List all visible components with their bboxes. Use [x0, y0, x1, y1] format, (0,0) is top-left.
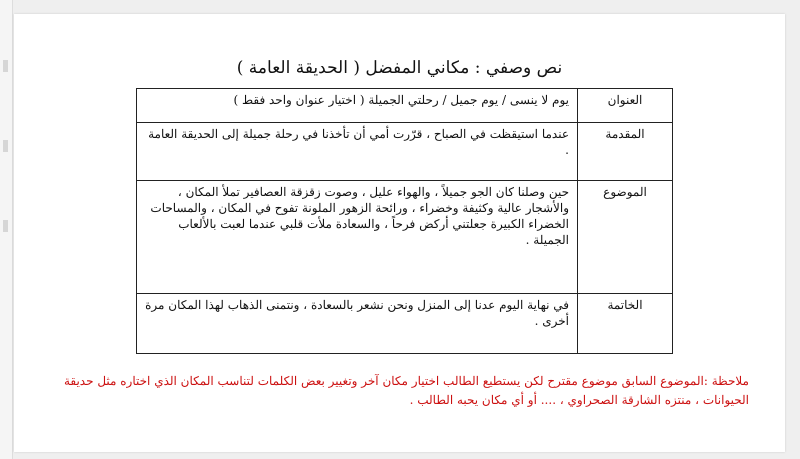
row-label-body: الموضوع — [578, 181, 673, 294]
document-page — [14, 14, 785, 452]
table-row — [137, 181, 673, 294]
row-content-title: يوم لا ينسى / يوم جميل / رحلتي الجميلة ( اختيار عنوان واحد فقط ) — [137, 89, 578, 123]
teacher-note: ملاحظة :الموضوع السابق موضوع مقترح لكن يستطيع الطالب اختيار مكان آخر وتغيير بعض الكلمات لتناسب المكان الذي اختاره مثل حديقة الحيوانات ، منتزه الشارقة الصحراوي ، .... أو أي مكان يحبه الطالب . — [63, 374, 749, 407]
row-label-title: العنوان — [578, 89, 673, 123]
left-margin-strip — [0, 0, 13, 459]
table-row — [137, 123, 673, 181]
row-content-introduction: عندما استيقظت في الصباح ، قرّرت أمي أن تأخذنا في رحلة جميلة إلى الحديقة العامة . — [137, 123, 578, 181]
margin-marker — [3, 60, 8, 72]
table-row — [137, 294, 673, 354]
row-content-body: حين وصلنا كان الجو جميلاً ، والهواء عليل ، وصوت زقزقة العصافير تملأ المكان ، والأشجار عالية وكثيفة وخضراء ، ورائحة الزهور الملونة تفوح في المكان ، والمساحات الخضراء الكبيرة جعلتني أركض فرحاً ، والسعادة ملأت قلبي عندما لعبت بالألعاب الجميلة . — [137, 181, 578, 294]
essay-table — [136, 88, 673, 354]
table-row — [137, 89, 673, 123]
row-content-conclusion: في نهاية اليوم عدنا إلى المنزل ونحن نشعر بالسعادة ، ونتمنى الذهاب لهذا المكان مرة أخرى . — [137, 294, 578, 354]
document-title: نص وصفي : مكاني المفضل ( الحديقة العامة ) — [236, 58, 563, 78]
margin-marker — [3, 140, 8, 152]
row-label-introduction: المقدمة — [578, 123, 673, 181]
row-label-conclusion: الخاتمة — [578, 294, 673, 354]
margin-marker — [3, 220, 8, 232]
